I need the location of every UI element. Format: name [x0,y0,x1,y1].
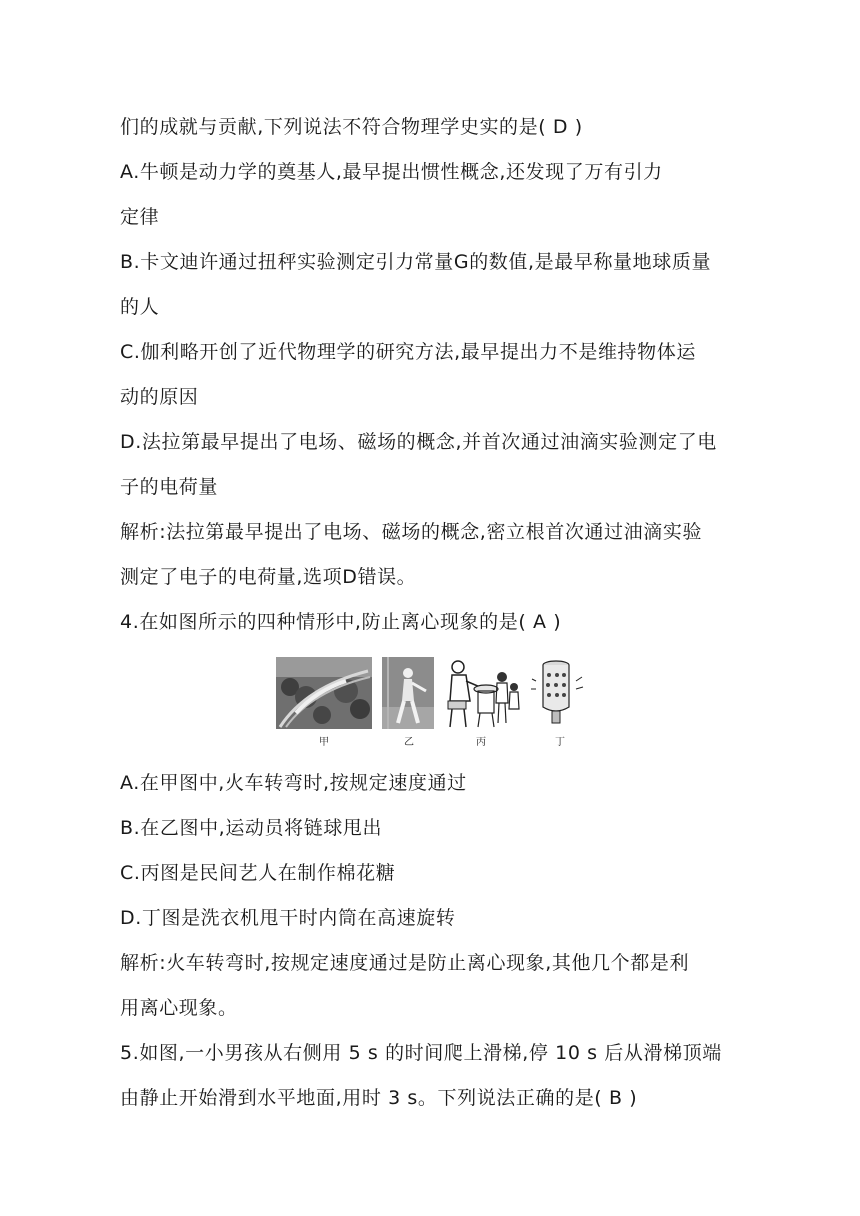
text-line: 定律 [120,206,160,228]
analysis-text: 解析:法拉第最早提出了电场、磁场的概念,密立根首次通过油滴实验 [120,521,703,543]
text-line: 动的原因 [120,386,199,408]
option-c: C.丙图是民间艺人在制作棉花糖 [120,862,396,884]
text-line: 们的成就与贡献,下列说法不符合物理学史实的是( D ) [120,116,583,138]
analysis-text: 解析:火车转弯时,按规定速度通过是防止离心现象,其他几个都是利 [120,952,690,974]
question-4-figure [276,657,588,749]
caption-ding: 丁 [555,737,565,748]
option-d: D.法拉第最早提出了电场、磁场的概念,并首次通过油滴实验测定了电 [120,431,717,453]
cotton-candy-drawing [440,657,522,729]
analysis-text: 用离心现象。 [120,997,238,1019]
option-b: B.在乙图中,运动员将链球甩出 [120,817,383,839]
train-photo [276,657,372,729]
question-5: 由静止开始滑到水平地面,用时 3 s。下列说法正确的是( B ) [120,1087,638,1109]
washing-drum-drawing [530,657,588,729]
analysis-text: 测定了电子的电荷量,选项D错误。 [120,566,417,588]
caption-yi: 乙 [404,737,414,748]
option-a: A.在甲图中,火车转弯时,按规定速度通过 [120,772,467,794]
caption-jia: 甲 [319,737,329,748]
text-line: 的人 [120,296,160,318]
question-5: 5.如图,一小男孩从右侧用 5 s 的时间爬上滑梯,停 10 s 后从滑梯顶端 [120,1042,722,1064]
question-4: 4.在如图所示的四种情形中,防止离心现象的是( A ) [120,611,562,633]
caption-bing: 丙 [476,737,486,748]
text-line: 子的电荷量 [120,476,219,498]
option-b: B.卡文迪许通过扭秤实验测定引力常量G的数值,是最早称量地球质量 [120,251,712,273]
option-c: C.伽利略开创了近代物理学的研究方法,最早提出力不是维持物体运 [120,341,696,363]
option-a: A.牛顿是动力学的奠基人,最早提出惯性概念,还发现了万有引力 [120,161,663,183]
hammer-throw-photo [382,657,434,729]
option-d: D.丁图是洗衣机甩干时内筒在高速旋转 [120,907,456,929]
